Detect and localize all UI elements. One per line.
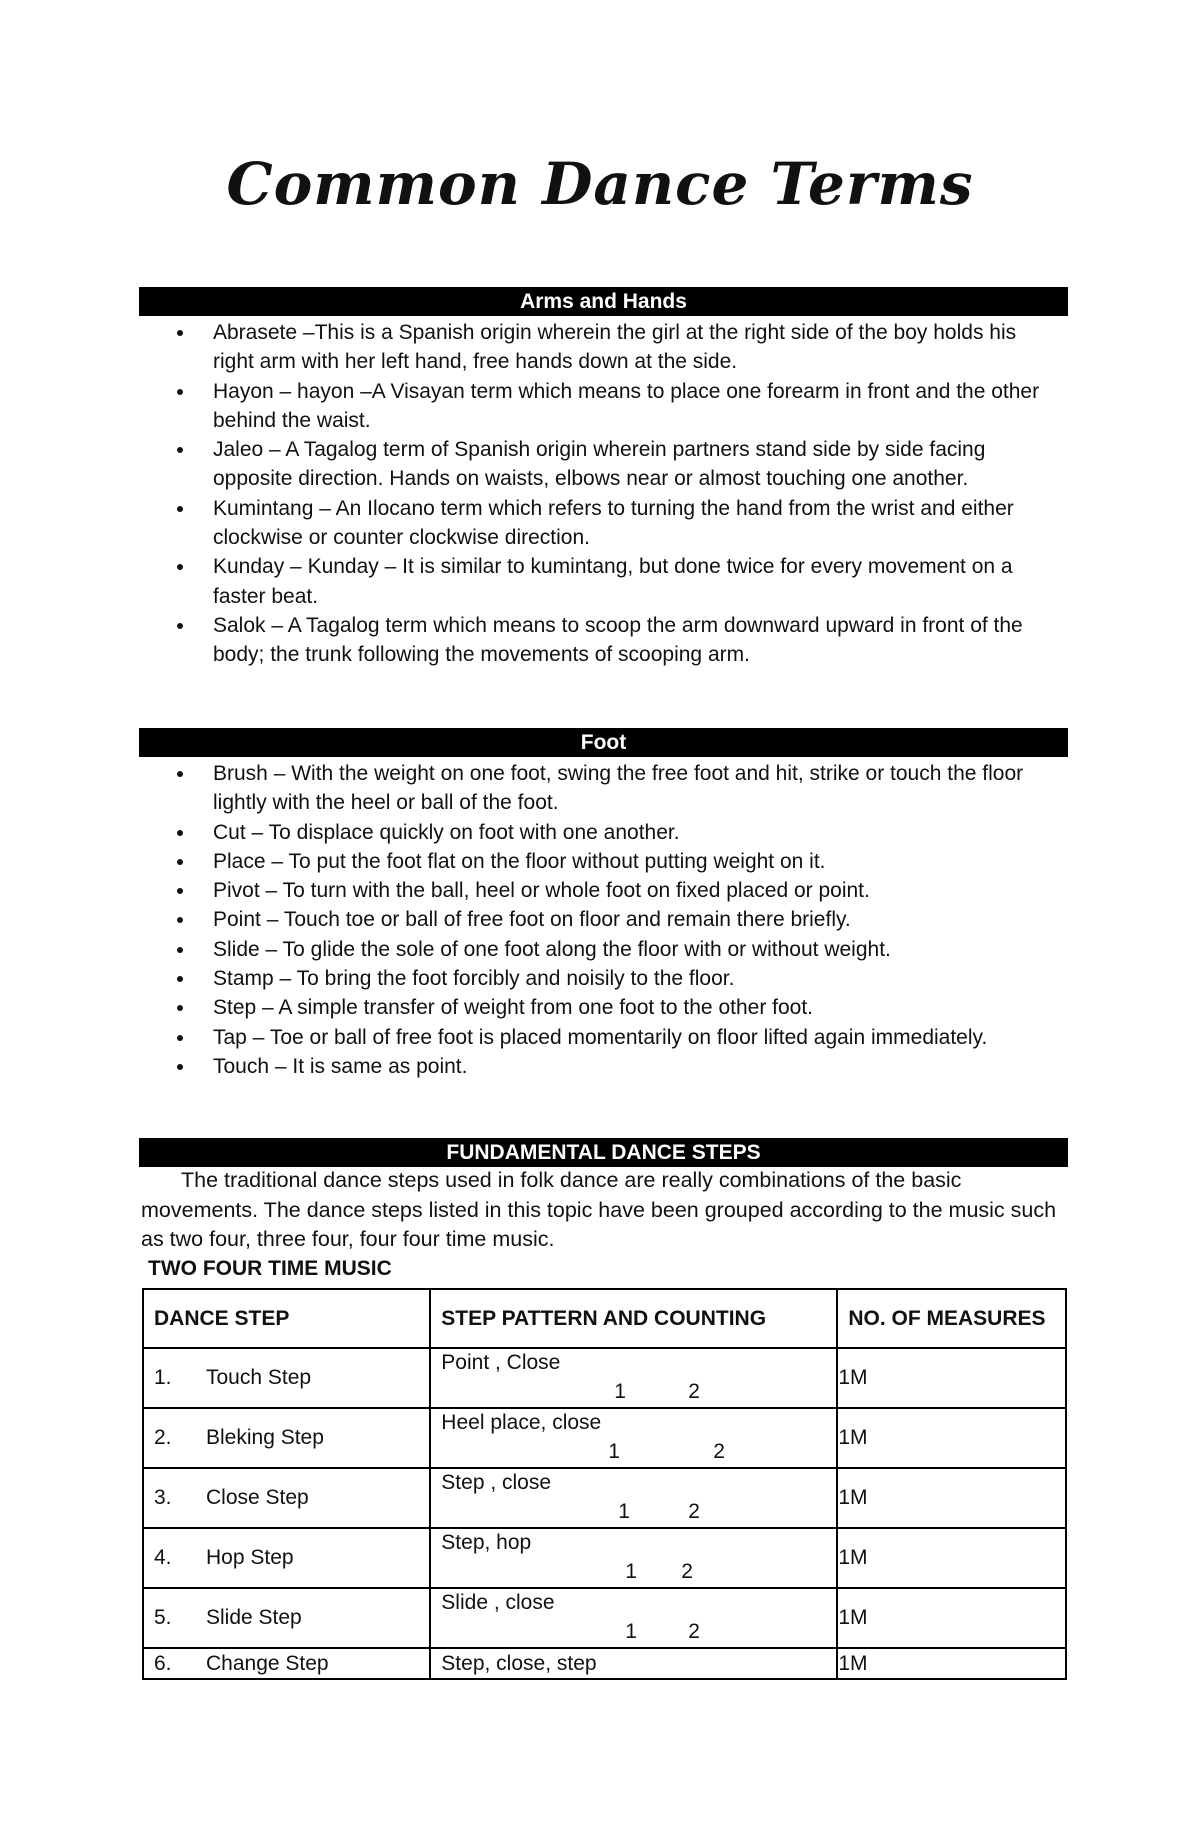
table-row xyxy=(143,1528,1066,1588)
count-one: 1 xyxy=(618,1500,630,1523)
cell-pattern xyxy=(430,1408,837,1468)
pattern-text: Step, close, step xyxy=(441,1651,597,1675)
cell-measures: 1M xyxy=(837,1468,1066,1528)
cell-measures: 1M xyxy=(837,1588,1066,1648)
cell-dance-step xyxy=(143,1588,430,1648)
list-item: Kumintang – An Ilocano term which refers to turning the hand from the wrist and either clockwise or counter clockwise direction. xyxy=(139,494,1068,553)
cell-pattern xyxy=(430,1468,837,1528)
cell-measures: 1M xyxy=(837,1528,1066,1588)
pattern-text: Step , close xyxy=(441,1471,552,1494)
step-number: 2. xyxy=(154,1426,172,1449)
cell-dance-step xyxy=(143,1408,430,1468)
count-one: 1 xyxy=(608,1440,620,1463)
list-item: Salok – A Tagalog term which means to scoop the arm downward upward in front of the body; the trunk following the movements of scooping arm. xyxy=(139,611,1068,670)
pattern-text: Slide , close xyxy=(441,1591,555,1614)
pattern-text: Step, hop xyxy=(441,1531,532,1554)
table-row xyxy=(143,1468,1066,1528)
cell-dance-step xyxy=(143,1528,430,1588)
cell-dance-step xyxy=(143,1468,430,1528)
step-number: 3. xyxy=(154,1486,172,1509)
step-number: 1. xyxy=(154,1366,172,1389)
cell-pattern xyxy=(430,1648,837,1679)
cell-measures: 1M xyxy=(837,1348,1066,1408)
pattern-text: Heel place, close xyxy=(441,1411,602,1434)
cell-measures: 1M xyxy=(837,1648,1066,1679)
table-row xyxy=(143,1408,1066,1468)
list-item: Kunday – Kunday – It is similar to kumintang, but done twice for every movement on a faster beat. xyxy=(139,552,1068,611)
table-row xyxy=(143,1348,1066,1408)
step-number: 6. xyxy=(154,1651,172,1675)
subheading-two-four-time: TWO FOUR TIME MUSIC xyxy=(148,1257,392,1280)
list-item: Tap – Toe or ball of free foot is placed momentarily on floor lifted again immediately. xyxy=(139,1023,1068,1052)
list-item: Hayon – hayon –A Visayan term which means to place one forearm in front and the other behind the waist. xyxy=(139,377,1068,436)
section-heading-arms-hands: Arms and Hands xyxy=(139,287,1068,316)
foot-list xyxy=(139,759,1068,1081)
step-number: 5. xyxy=(154,1606,172,1629)
list-item: Jaleo – A Tagalog term of Spanish origin wherein partners stand side by side facing opposite direction. Hands on waists, elbows near or almost touching one another. xyxy=(139,435,1068,494)
count-two: 2 xyxy=(688,1380,700,1403)
count-one: 1 xyxy=(614,1380,626,1403)
dance-steps-table xyxy=(142,1288,1067,1680)
header-step-pattern: STEP PATTERN AND COUNTING xyxy=(430,1289,837,1348)
cell-pattern xyxy=(430,1528,837,1588)
step-name: Bleking Step xyxy=(206,1426,324,1449)
step-name: Hop Step xyxy=(206,1546,294,1569)
list-item: Abrasete –This is a Spanish origin wherein the girl at the right side of the boy holds his right arm with her left hand, free hands down at the side. xyxy=(139,318,1068,377)
section-heading-foot: Foot xyxy=(139,728,1068,757)
section-heading-fundamental: FUNDAMENTAL DANCE STEPS xyxy=(139,1138,1068,1167)
list-item: Place – To put the foot flat on the floor without putting weight on it. xyxy=(139,847,1068,876)
cell-dance-step xyxy=(143,1348,430,1408)
arms-hands-list xyxy=(139,318,1068,670)
list-item: Slide – To glide the sole of one foot along the floor with or without weight. xyxy=(139,935,1068,964)
count-one: 1 xyxy=(625,1560,637,1583)
step-name: Slide Step xyxy=(206,1606,302,1629)
page-title: Common Dance Terms xyxy=(226,150,974,218)
table-row xyxy=(143,1648,1066,1679)
count-two: 2 xyxy=(681,1560,693,1583)
count-two: 2 xyxy=(688,1620,700,1643)
cell-measures: 1M xyxy=(837,1408,1066,1468)
list-item: Stamp – To bring the foot forcibly and noisily to the floor. xyxy=(139,964,1068,993)
step-name: Change Step xyxy=(206,1651,329,1675)
list-item: Point – Touch toe or ball of free foot on floor and remain there briefly. xyxy=(139,905,1068,934)
list-item: Pivot – To turn with the ball, heel or whole foot on fixed placed or point. xyxy=(139,876,1068,905)
count-two: 2 xyxy=(688,1500,700,1523)
count-one: 1 xyxy=(625,1620,637,1643)
count-two: 2 xyxy=(713,1440,725,1463)
table-header-row xyxy=(143,1289,1066,1348)
cell-pattern xyxy=(430,1348,837,1408)
table-row xyxy=(143,1588,1066,1648)
cell-dance-step xyxy=(143,1648,430,1679)
cell-pattern xyxy=(430,1588,837,1648)
step-name: Touch Step xyxy=(206,1366,312,1389)
step-number: 4. xyxy=(154,1546,172,1569)
pattern-text: Point , Close xyxy=(441,1351,561,1374)
header-measures: NO. OF MEASURES xyxy=(837,1289,1066,1348)
list-item: Cut – To displace quickly on foot with one another. xyxy=(139,818,1068,847)
list-item: Brush – With the weight on one foot, swing the free foot and hit, strike or touch the floor lightly with the heel or ball of the foot. xyxy=(139,759,1068,818)
intro-paragraph: The traditional dance steps used in folk dance are really combinations of the basic movements. The dance steps listed in this topic have been grouped according to the music such as two four, three four, four four time music. xyxy=(141,1168,1057,1251)
list-item: Touch – It is same as point. xyxy=(139,1052,1068,1081)
header-dance-step: DANCE STEP xyxy=(143,1289,430,1348)
step-name: Close Step xyxy=(206,1486,309,1509)
list-item: Step – A simple transfer of weight from one foot to the other foot. xyxy=(139,993,1068,1022)
